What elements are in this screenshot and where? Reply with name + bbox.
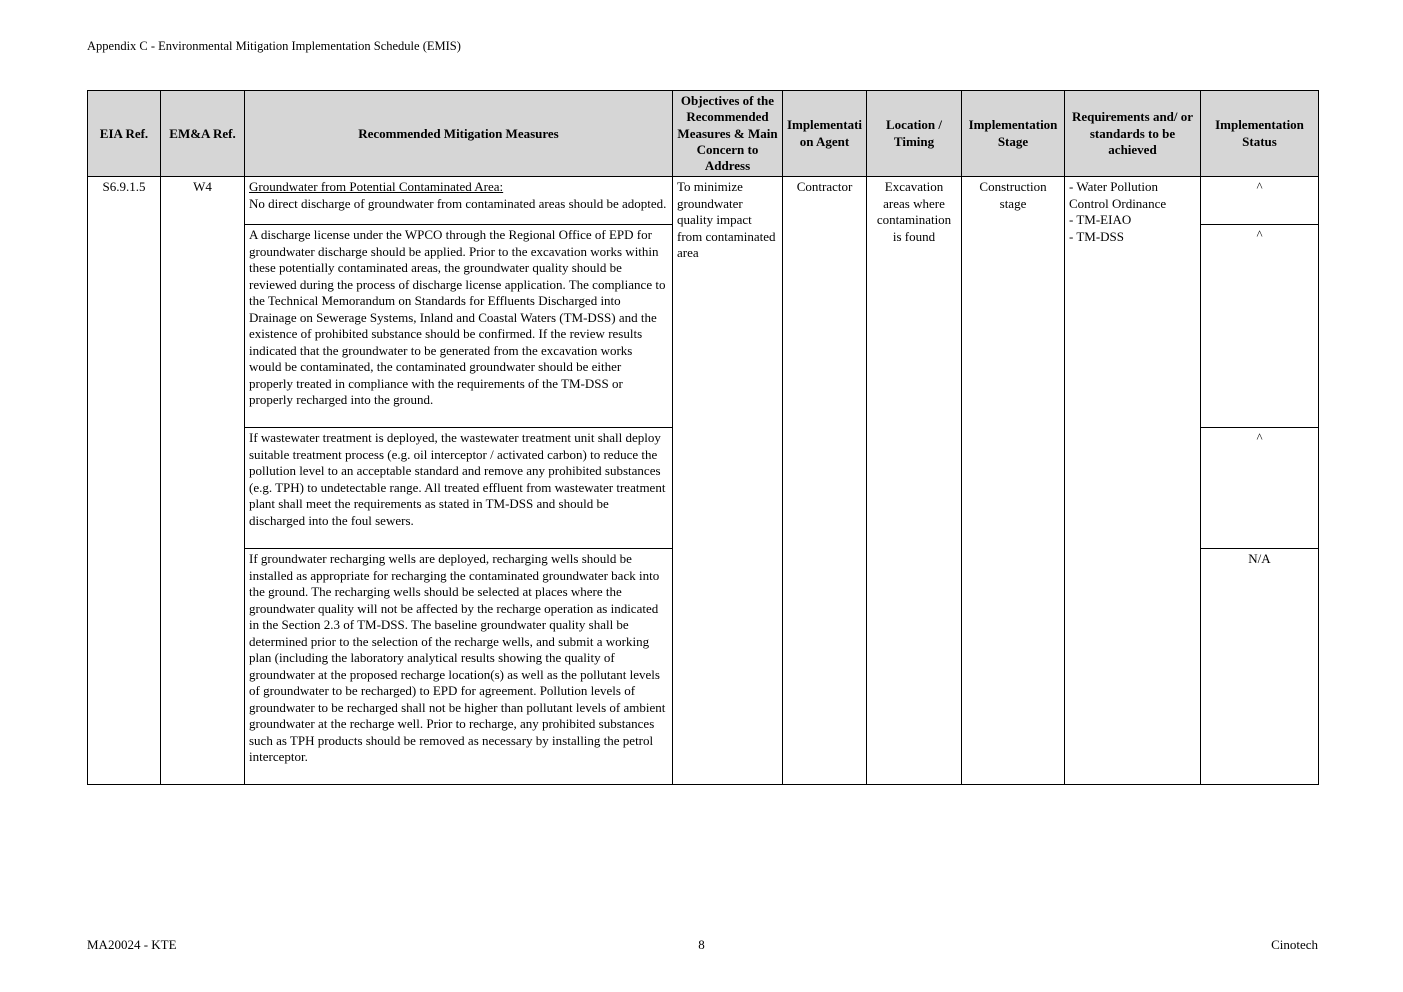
cell-measure-4: If groundwater recharging wells are deployed, recharging wells should be installed as appropriate for recharging the contaminated groundwater back into the ground. The recharging wells should be selected at places where the groundwater quality will not be affected by the recharge operation as indicated in the Section 2.3 of TM-DSS. The baseline groundwater quality shall be determined prior to the selection of the recharge wells, and submit a working plan (including the laboratory analytical results showing the quality of groundwater at the proposed recharge location(s) as well as the pollutant levels of groundwater to be recharged) to EPD for agreement. Pollution levels of groundwater to be recharged shall not be higher than pollutant levels of ambient groundwater at the recharge well. Prior to recharge, any prohibited substances such as TPH products should be removed as necessary by installing the petrol interceptor. [245,549,673,785]
document-title: Appendix C - Environmental Mitigation Implementation Schedule (EMIS) [87,39,461,53]
footer-company: Cinotech [1271,937,1318,952]
col-header-implementation-agent: Implementation Agent [783,91,867,177]
cell-status-4: N/A [1201,549,1319,785]
col-header-objectives: Objectives of the Recommended Measures & Main Concern to Address [673,91,783,177]
cell-location-timing: Excavation areas where contamination is found [867,177,962,785]
requirement-item: - TM-EIAO [1069,212,1132,228]
cell-implementation-stage: Construction stage [962,177,1065,785]
cell-eia-ref: S6.9.1.5 [88,177,161,785]
cell-objective: To minimize groundwater quality impact from contaminated area [673,177,783,785]
cell-measure-3: If wastewater treatment is deployed, the wastewater treatment unit shall deploy suitable treatment process (e.g. oil interceptor / activated carbon) to reduce the pollution level to an acceptable standard and remove any prohibited substances (e.g. TPH) to undetectable range. All treated effluent from wastewater treatment plant shall meet the requirements as stated in TM-DSS and should be discharged into the foul sewers. [245,428,673,549]
table-row-measure-1 [88,177,1319,225]
measure-1-text: No direct discharge of groundwater from contaminated areas should be adopted. [249,195,667,211]
table-header-row [88,91,1319,177]
col-header-mitigation-measures: Recommended Mitigation Measures [245,91,673,177]
emis-table [87,90,1319,785]
requirement-item: - TM-DSS [1069,228,1125,244]
cell-measure-1 [245,177,673,225]
cell-implementation-agent: Contractor [783,177,867,785]
cell-status-1: ^ [1201,177,1319,225]
page-footer [0,937,1403,955]
col-header-ema-ref: EM&A Ref. [161,91,245,177]
col-header-eia-ref: EIA Ref. [88,91,161,177]
col-header-implementation-status: Implementation Status [1201,91,1319,177]
measure-1-heading: Groundwater from Potential Contaminated Area: [249,179,504,195]
requirement-item: - Water Pollution Control Ordinance [1069,179,1167,211]
col-header-implementation-stage: Implementation Stage [962,91,1065,177]
cell-ema-ref: W4 [161,177,245,785]
footer-page-number: 8 [698,937,705,952]
cell-requirements [1065,177,1201,785]
cell-status-2: ^ [1201,225,1319,428]
footer-project-ref: MA20024 - KTE [87,937,177,952]
cell-status-3: ^ [1201,428,1319,549]
col-header-location-timing: Location / Timing [867,91,962,177]
cell-measure-2: A discharge license under the WPCO through the Regional Office of EPD for groundwater discharge should be applied. Prior to the excavation works within these potentially contaminated areas, the groundwater quality should be reviewed during the process of discharge license application. The compliance to the Technical Memorandum on Standards for Effluents Discharged into Drainage on Sewerage Systems, Inland and Coastal Waters (TM-DSS) and the existence of prohibited substance should be confirmed. If the review results indicated that the groundwater to be generated from the excavation works would be contaminated, the contaminated groundwater should be either properly treated in compliance with the requirements of the TM-DSS or properly recharged into the ground. [245,225,673,428]
col-header-requirements: Requirements and/ or standards to be achieved [1065,91,1201,177]
